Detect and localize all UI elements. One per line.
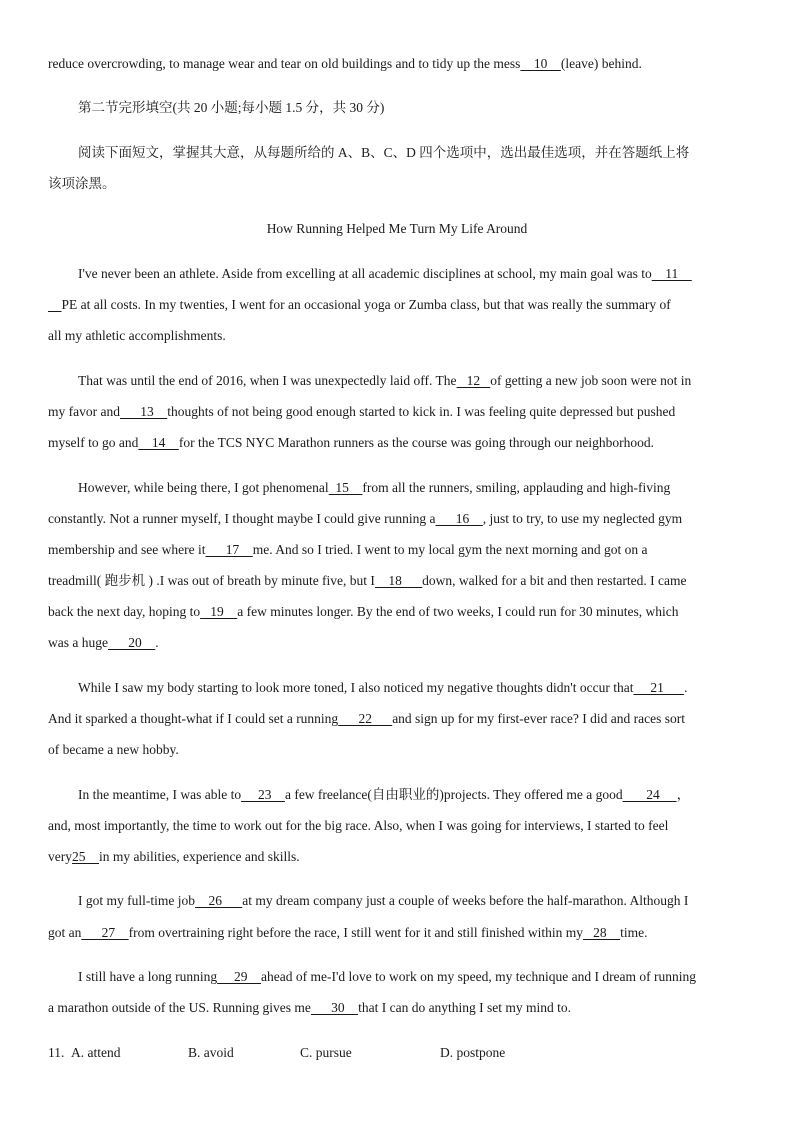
p2-text: of getting a new job soon were not in bbox=[490, 373, 692, 388]
question-11-option-b[interactable]: B. avoid bbox=[188, 1045, 234, 1060]
p1-text: PE at all costs. In my twenties, I went for an occasional yoga or Zumba class, but that was really the summary of bbox=[61, 297, 671, 312]
article-title: How Running Helped Me Turn My Life Around bbox=[266, 221, 528, 236]
blank-11: 11 bbox=[651, 266, 692, 281]
blank-19: 19 bbox=[200, 604, 238, 619]
p7-text: a marathon outside of the US. Running gives me bbox=[48, 1000, 311, 1015]
p3-text: was a huge bbox=[48, 635, 108, 650]
blank-13: 13 bbox=[119, 404, 168, 419]
p4-line-3: of became a new hobby. bbox=[48, 742, 179, 757]
p2-text: That was until the end of 2016, when I was unexpectedly laid off. The bbox=[78, 373, 457, 388]
blank-27: 27 bbox=[81, 925, 129, 940]
p6-text: from overtraining right before the race, I still went for it and still finished within my bbox=[128, 925, 584, 940]
p3-text: membership and see where it bbox=[48, 542, 206, 557]
blank-21: 21 bbox=[633, 680, 685, 695]
p3-line-5 bbox=[48, 602, 679, 622]
p3-text: a few minutes longer. By the end of two weeks, I could run for 30 minutes, which bbox=[237, 604, 679, 619]
p4-text: and sign up for my first-ever race? I did and races sort bbox=[392, 711, 685, 726]
p7-text: that I can do anything I set my mind to. bbox=[358, 1000, 572, 1015]
p6-text: I got my full-time job bbox=[78, 893, 195, 908]
blank-10: 10 bbox=[520, 56, 561, 71]
blank-29: 29 bbox=[217, 969, 261, 984]
p5-text: in my abilities, experience and skills. bbox=[99, 849, 300, 864]
p5-line-1 bbox=[78, 785, 690, 805]
p3-text: constantly. Not a runner myself, I thought maybe I could give running a bbox=[48, 511, 436, 526]
p2-line-2 bbox=[48, 402, 675, 422]
blank-23: 23 bbox=[241, 787, 285, 802]
p6-line-1 bbox=[78, 891, 688, 911]
p4-line-1 bbox=[78, 678, 687, 698]
section-heading: 第二节完形填空(共 20 小题;每小题 1.5 分，共 30 分) bbox=[78, 100, 385, 115]
top-text-line bbox=[48, 54, 642, 74]
blank-15: 15 bbox=[328, 480, 363, 495]
blank-26: 26 bbox=[195, 893, 243, 908]
section-instructions-line-1: 阅读下面短文，掌握其大意，从每题所给的 A、B、C、D 四个选项中，选出最佳选项，并在答题纸上将 bbox=[78, 145, 690, 160]
p3-line-2 bbox=[48, 509, 682, 529]
top-text-suffix: (leave) behind. bbox=[560, 56, 642, 71]
blank-17: 17 bbox=[205, 542, 253, 557]
question-11-option-c[interactable]: C. pursue bbox=[300, 1045, 352, 1060]
p3-text: . bbox=[155, 635, 159, 650]
blank-12: 12 bbox=[456, 373, 491, 388]
p3-text: from all the runners, smiling, applauding and high-fiving bbox=[362, 480, 671, 495]
blank-20: 20 bbox=[107, 635, 156, 650]
p3-text: me. And so I tried. I went to my local gym the next morning and got on a bbox=[252, 542, 648, 557]
blank-16: 16 bbox=[435, 511, 483, 526]
p3-text: down, walked for a bit and then restarted. I came bbox=[422, 573, 687, 588]
p3-text: However, while being there, I got phenomenal bbox=[78, 480, 329, 495]
p6-text: at my dream company just a couple of weeks before the half-marathon. Although I bbox=[242, 893, 689, 908]
section-instructions-line-2: 该项涂黑。 bbox=[48, 176, 116, 191]
p3-line-4 bbox=[48, 571, 686, 591]
p7-text: ahead of me-I'd love to work on my speed, my technique and I dream of running bbox=[260, 969, 697, 984]
p7-line-2 bbox=[48, 998, 571, 1018]
p2-text: for the TCS NYC Marathon runners as the course was going through our neighborhood. bbox=[178, 435, 655, 450]
blank-25: 25 bbox=[72, 849, 99, 864]
top-text-prefix: reduce overcrowding, to manage wear and tear on old buildings and to tidy up the mess bbox=[48, 56, 521, 71]
blank-30: 30 bbox=[310, 1000, 359, 1015]
p6-line-2 bbox=[48, 923, 648, 943]
p6-text: time. bbox=[620, 925, 648, 940]
p3-text: treadmill( 跑步机 ) .I was out of breath by minute five, but I bbox=[48, 573, 375, 588]
p3-text: back the next day, hoping to bbox=[48, 604, 201, 619]
p2-text: thoughts of not being good enough started to kick in. I was feeling quite depressed but pushed bbox=[167, 404, 676, 419]
p3-line-6 bbox=[48, 633, 159, 653]
p5-line-3 bbox=[48, 847, 300, 867]
p7-text: I still have a long running bbox=[78, 969, 218, 984]
blank-11-continued bbox=[48, 297, 62, 312]
p4-text: And it sparked a thought-what if I could set a running bbox=[48, 711, 339, 726]
p1-line-1 bbox=[78, 264, 692, 284]
p5-text: a few freelance(自由职业的)projects. They offered me a good bbox=[284, 787, 623, 802]
p2-text: myself to go and bbox=[48, 435, 139, 450]
p6-text: got an bbox=[48, 925, 82, 940]
p3-line-1 bbox=[78, 478, 670, 498]
p5-text: In the meantime, I was able to bbox=[78, 787, 242, 802]
p1-text: I've never been an athlete. Aside from excelling at all academic disciplines at school, my main goal was to bbox=[78, 266, 652, 281]
p3-line-3 bbox=[48, 540, 648, 560]
blank-28: 28 bbox=[583, 925, 621, 940]
question-11-number: 11. bbox=[48, 1045, 65, 1060]
blank-18: 18 bbox=[374, 573, 423, 588]
p2-line-1 bbox=[78, 371, 691, 391]
p4-text: . bbox=[684, 680, 688, 695]
p4-text: While I saw my body starting to look more toned, I also noticed my negative thoughts didn't occur that bbox=[78, 680, 634, 695]
p3-text: , just to try, to use my neglected gym bbox=[482, 511, 683, 526]
p5-text: ， bbox=[676, 787, 691, 802]
p1-line-3: all my athletic accomplishments. bbox=[48, 328, 226, 343]
p7-line-1 bbox=[78, 967, 696, 987]
blank-24: 24 bbox=[622, 787, 677, 802]
p1-line-2 bbox=[48, 295, 671, 315]
blank-22: 22 bbox=[338, 711, 393, 726]
question-11-option-a[interactable]: A. attend bbox=[71, 1045, 121, 1060]
question-11-option-d[interactable]: D. postpone bbox=[440, 1045, 506, 1060]
p5-text: very bbox=[48, 849, 72, 864]
p2-text: my favor and bbox=[48, 404, 120, 419]
blank-14: 14 bbox=[138, 435, 179, 450]
p4-line-2 bbox=[48, 709, 685, 729]
p5-line-2: and, most importantly, the time to work out for the big race. Also, when I was going for interviews, I started to feel bbox=[48, 818, 669, 833]
p2-line-3 bbox=[48, 433, 654, 453]
